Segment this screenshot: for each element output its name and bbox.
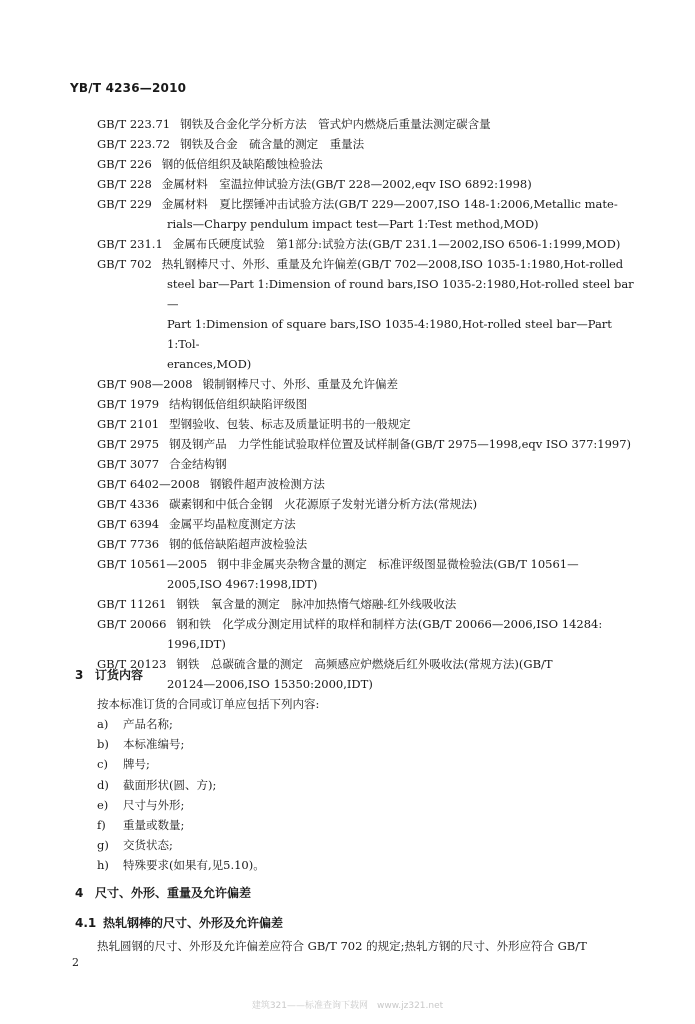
reference-entry [97, 654, 645, 674]
item-label: h) [97, 858, 109, 873]
reference-entry [97, 514, 645, 534]
item-text: 特殊要求(如果有,见5.10)。 [123, 858, 265, 873]
item-label: d) [97, 777, 109, 792]
reference-entry [97, 114, 645, 134]
item-text: 牌号; [123, 757, 150, 772]
reference-title: 金属材料 夏比摆锤冲击试验方法(GB/T 229—2007,ISO 148-1:2006,Metallic mate- [161, 197, 618, 211]
reference-title: 钢铁及合金 硫含量的测定 重量法 [180, 137, 365, 151]
item-label: b) [97, 737, 109, 752]
standard-number-header: YB/T 4236—2010 [70, 81, 187, 95]
reference-entry [97, 494, 645, 514]
reference-entry [97, 414, 645, 434]
reference-code: GB/T 223.72 [97, 137, 171, 151]
item-label: a) [97, 717, 109, 731]
reference-entry [97, 474, 645, 494]
reference-code: GB/T 6394 [97, 517, 160, 531]
reference-continuation: 1996,IDT) [167, 637, 226, 651]
order-item [97, 754, 265, 774]
section-number: 3 [75, 668, 84, 682]
reference-code: GB/T 11261 [97, 597, 167, 611]
reference-code: GB/T 228 [97, 177, 152, 191]
reference-code: GB/T 2101 [97, 417, 160, 431]
section-number: 4.1 [75, 916, 97, 930]
reference-continuation: erances,MOD) [167, 357, 252, 371]
reference-continuation: rials—Charpy pendulum impact test—Part 1:Test method,MOD) [167, 217, 539, 231]
reference-code: GB/T 229 [97, 197, 152, 211]
section-4-heading [75, 884, 251, 901]
reference-title: 金属平均晶粒度测定方法 [169, 517, 296, 531]
section-3-heading [75, 666, 143, 683]
order-item [97, 795, 265, 815]
reference-entry [97, 614, 645, 634]
reference-code: GB/T 231.1 [97, 237, 163, 251]
reference-entry [97, 174, 645, 194]
reference-entry [97, 394, 645, 414]
reference-code: GB/T 4336 [97, 497, 160, 511]
reference-continuation: 20124—2006,ISO 15350:2000,IDT) [167, 677, 373, 691]
reference-title: 热轧钢棒尺寸、外形、重量及允许偏差(GB/T 702—2008,ISO 1035-1:1980,Hot-rolled [161, 257, 624, 271]
reference-title: 金属材料 室温拉伸试验方法(GB/T 228—2002,eqv ISO 6892:1998) [161, 177, 532, 191]
reference-entry [97, 234, 645, 254]
normative-references-list [97, 114, 645, 694]
reference-continuation: Part 1:Dimension of square bars,ISO 1035-4:1980,Hot-rolled steel bar—Part 1:Tol- [167, 317, 612, 351]
reference-code: GB/T 7736 [97, 537, 160, 551]
reference-code: GB/T 1979 [97, 397, 160, 411]
reference-title: 钢铁及合金化学分析方法 管式炉内燃烧后重量法测定碳含量 [180, 117, 491, 131]
reference-entry [97, 454, 645, 474]
reference-code: GB/T 6402—2008 [97, 477, 200, 491]
reference-entry [97, 434, 645, 454]
section-title: 订货内容 [95, 668, 144, 682]
order-item [97, 775, 265, 795]
page-number: 2 [72, 956, 79, 969]
reference-title: 钢及钢产品 力学性能试验取样位置及试样制备(GB/T 2975—1998,eqv ISO 377:1997) [169, 437, 632, 451]
reference-title: 钢中非金属夹杂物含量的测定 标准评级图显微检验法(GB/T 10561— [217, 557, 579, 571]
reference-title: 钢铁 总碳硫含量的测定 高频感应炉燃烧后红外吸收法(常规方法)(GB/T [176, 657, 553, 671]
reference-title: 型钢验收、包装、标志及质量证明书的一般规定 [169, 417, 411, 431]
reference-code: GB/T 226 [97, 157, 152, 171]
section-4-1-heading [75, 914, 283, 931]
reference-title: 钢锻件超声波检测方法 [209, 477, 325, 491]
reference-code: GB/T 223.71 [97, 117, 171, 131]
reference-entry [97, 594, 645, 614]
order-item [97, 855, 265, 875]
reference-title: 合金结构钢 [169, 457, 227, 471]
reference-title: 钢的低倍缺陷超声波检验法 [169, 537, 308, 551]
reference-entry [97, 254, 645, 274]
reference-entry [97, 134, 645, 154]
reference-code: GB/T 702 [97, 257, 152, 271]
item-text: 尺寸与外形; [123, 797, 185, 812]
reference-code: GB/T 20066 [97, 617, 167, 631]
reference-code: GB/T 3077 [97, 457, 160, 471]
reference-code: GB/T 20123 [97, 657, 167, 671]
watermark-footer: 建筑321——标准查询下载网 www.jz321.net [251, 1001, 444, 1011]
item-label: e) [97, 797, 109, 812]
reference-code: GB/T 2975 [97, 437, 160, 451]
reference-title: 钢和铁 化学成分测定用试样的取样和制样方法(GB/T 20066—2006,ISO 14284: [176, 617, 603, 631]
reference-code: GB/T 10561—2005 [97, 557, 208, 571]
item-label: c) [97, 757, 108, 772]
reference-entry [97, 154, 645, 174]
section-4-1-body: 热轧圆钢的尺寸、外形及允许偏差应符合 GB/T 702 的规定;热轧方钢的尺寸、外形应符合 GB/T [97, 939, 587, 953]
section-title: 尺寸、外形、重量及允许偏差 [95, 886, 252, 900]
item-text: 本标准编号; [123, 737, 185, 752]
reference-code: GB/T 908—2008 [97, 377, 193, 391]
reference-continuation: 2005,ISO 4967:1998,IDT) [167, 577, 318, 591]
reference-entry [97, 374, 645, 394]
order-item [97, 714, 265, 734]
item-text: 截面形状(圆、方); [123, 777, 217, 792]
reference-title: 锻制钢棒尺寸、外形、重量及允许偏差 [202, 377, 399, 391]
reference-continuation: steel bar—Part 1:Dimension of round bars,ISO 1035-2:1980,Hot-rolled steel bar— [167, 277, 634, 311]
reference-title: 钢铁 氧含量的测定 脉冲加热惰气熔融-红外线吸收法 [176, 597, 457, 611]
item-label: g) [97, 838, 109, 853]
section-3-intro: 按本标准订货的合同或订单应包括下列内容: [97, 697, 320, 711]
order-item [97, 734, 265, 754]
section-number: 4 [75, 886, 84, 900]
order-item [97, 815, 265, 835]
item-text: 重量或数量; [123, 818, 185, 833]
item-text: 产品名称; [123, 717, 173, 731]
section-title: 热轧钢棒的尺寸、外形及允许偏差 [103, 916, 284, 930]
reference-entry [97, 554, 645, 574]
reference-title: 结构钢低倍组织缺陷评级图 [169, 397, 308, 411]
reference-title: 碳素钢和中低合金钢 火花源原子发射光谱分析方法(常规法) [169, 497, 478, 511]
reference-title: 金属布氏硬度试验 第1部分:试验方法(GB/T 231.1—2002,ISO 6506-1:1999,MOD) [172, 237, 621, 251]
reference-entry [97, 194, 645, 214]
reference-entry [97, 534, 645, 554]
reference-title: 钢的低倍组织及缺陷酸蚀检验法 [161, 157, 323, 171]
order-items-list [97, 714, 265, 876]
item-text: 交货状态; [123, 838, 173, 853]
item-label: f) [97, 818, 106, 833]
order-item [97, 835, 265, 855]
